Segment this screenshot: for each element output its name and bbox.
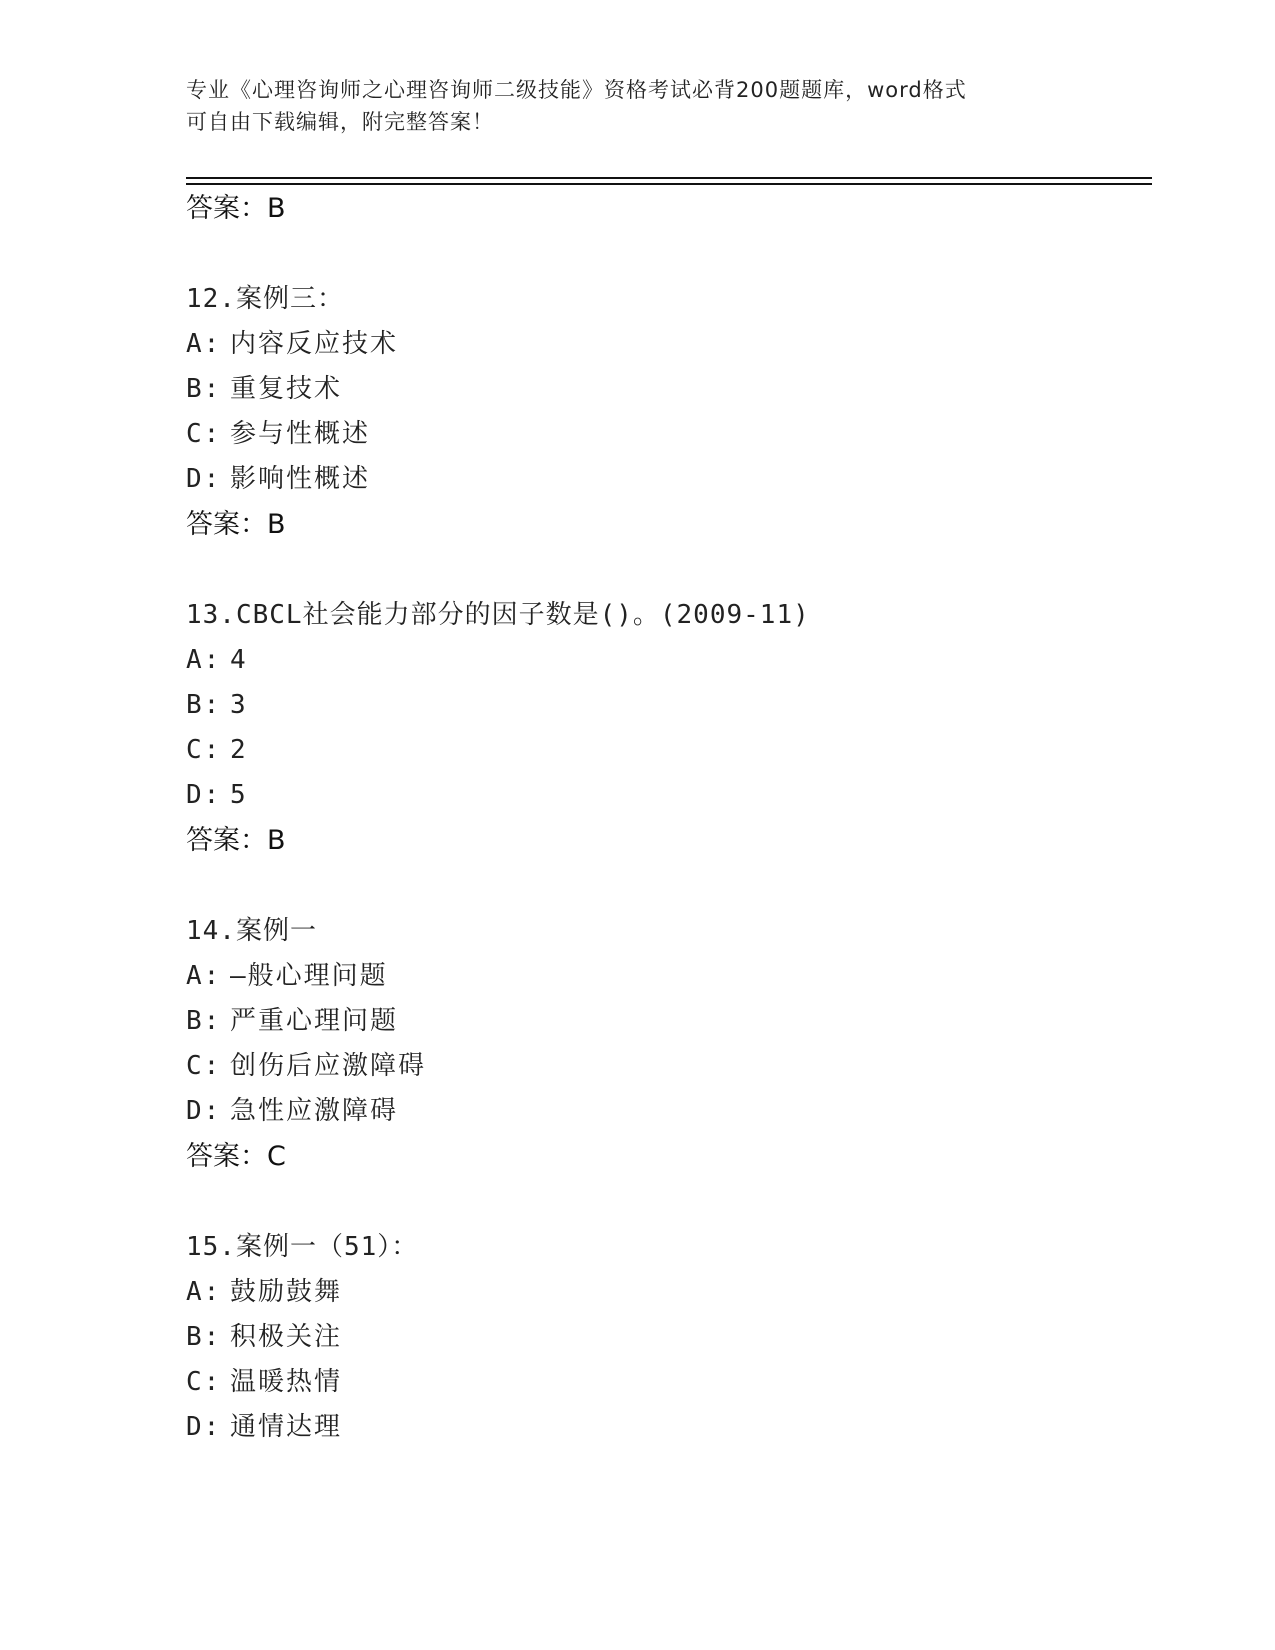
option-d xyxy=(186,457,1146,502)
document-header xyxy=(186,74,1066,138)
option-letter: C: xyxy=(186,735,222,765)
question-stem: 12.案例三： xyxy=(186,284,344,314)
header-rule-thick xyxy=(186,183,1152,185)
option-letter: D: xyxy=(186,1096,222,1126)
option-letter: A: xyxy=(186,329,222,359)
answer-line: 答案：B xyxy=(186,509,286,540)
option-text: 3 xyxy=(230,690,248,720)
question-block-14 xyxy=(186,908,1146,1180)
option-a xyxy=(186,638,1146,683)
option-a xyxy=(186,1270,1146,1315)
header-rule-thin xyxy=(186,177,1152,179)
question-block-12 xyxy=(186,276,1146,548)
option-c xyxy=(186,1044,1146,1089)
option-a xyxy=(186,322,1146,367)
option-text: 严重心理问题 xyxy=(230,1006,399,1036)
option-text: 创伤后应激障碍 xyxy=(230,1051,427,1081)
option-a xyxy=(186,954,1146,999)
option-text: 5 xyxy=(230,780,248,810)
question-stem: 13.CBCL社会能力部分的因子数是()。(2009-11) xyxy=(186,600,810,630)
option-letter: D: xyxy=(186,1412,222,1442)
option-text: 温暖热情 xyxy=(230,1367,343,1397)
option-letter: B: xyxy=(186,1322,222,1352)
question-list xyxy=(186,186,1146,1450)
question-block-15 xyxy=(186,1224,1146,1450)
option-letter: A: xyxy=(186,961,222,991)
option-b xyxy=(186,999,1146,1044)
option-text: 内容反应技术 xyxy=(230,329,399,359)
option-text: 2 xyxy=(230,735,248,765)
option-letter: B: xyxy=(186,1006,222,1036)
option-letter: C: xyxy=(186,419,222,449)
option-c xyxy=(186,412,1146,457)
option-text: 影响性概述 xyxy=(230,464,371,494)
option-letter: D: xyxy=(186,464,222,494)
answer-line-previous: 答案：B xyxy=(186,193,286,224)
option-text: 通情达理 xyxy=(230,1412,343,1442)
option-letter: A: xyxy=(186,1277,222,1307)
option-text: 重复技术 xyxy=(230,374,343,404)
option-letter: A: xyxy=(186,645,222,675)
option-c xyxy=(186,728,1146,773)
question-stem: 15.案例一（51）： xyxy=(186,1232,419,1262)
option-letter: C: xyxy=(186,1051,222,1081)
option-d xyxy=(186,773,1146,818)
option-text: 参与性概述 xyxy=(230,419,371,449)
option-letter: B: xyxy=(186,690,222,720)
option-b xyxy=(186,1315,1146,1360)
question-stem: 14.案例一 xyxy=(186,916,317,946)
option-text: 急性应激障碍 xyxy=(230,1096,399,1126)
answer-line: 答案：C xyxy=(186,1141,286,1172)
option-c xyxy=(186,1360,1146,1405)
option-d xyxy=(186,1089,1146,1134)
option-b xyxy=(186,367,1146,412)
option-letter: C: xyxy=(186,1367,222,1397)
header-line-1: 专业《心理咨询师之心理咨询师二级技能》资格考试必背200题题库，word格式 xyxy=(186,78,967,102)
answer-line: 答案：B xyxy=(186,825,286,856)
header-line-2: 可自由下载编辑，附完整答案！ xyxy=(186,110,494,134)
option-d xyxy=(186,1405,1146,1450)
option-letter: B: xyxy=(186,374,222,404)
option-text: —般心理问题 xyxy=(230,961,388,991)
question-block-13 xyxy=(186,592,1146,864)
option-text: 鼓励鼓舞 xyxy=(230,1277,343,1307)
option-letter: D: xyxy=(186,780,222,810)
option-text: 积极关注 xyxy=(230,1322,343,1352)
option-b xyxy=(186,683,1146,728)
option-text: 4 xyxy=(230,645,248,675)
